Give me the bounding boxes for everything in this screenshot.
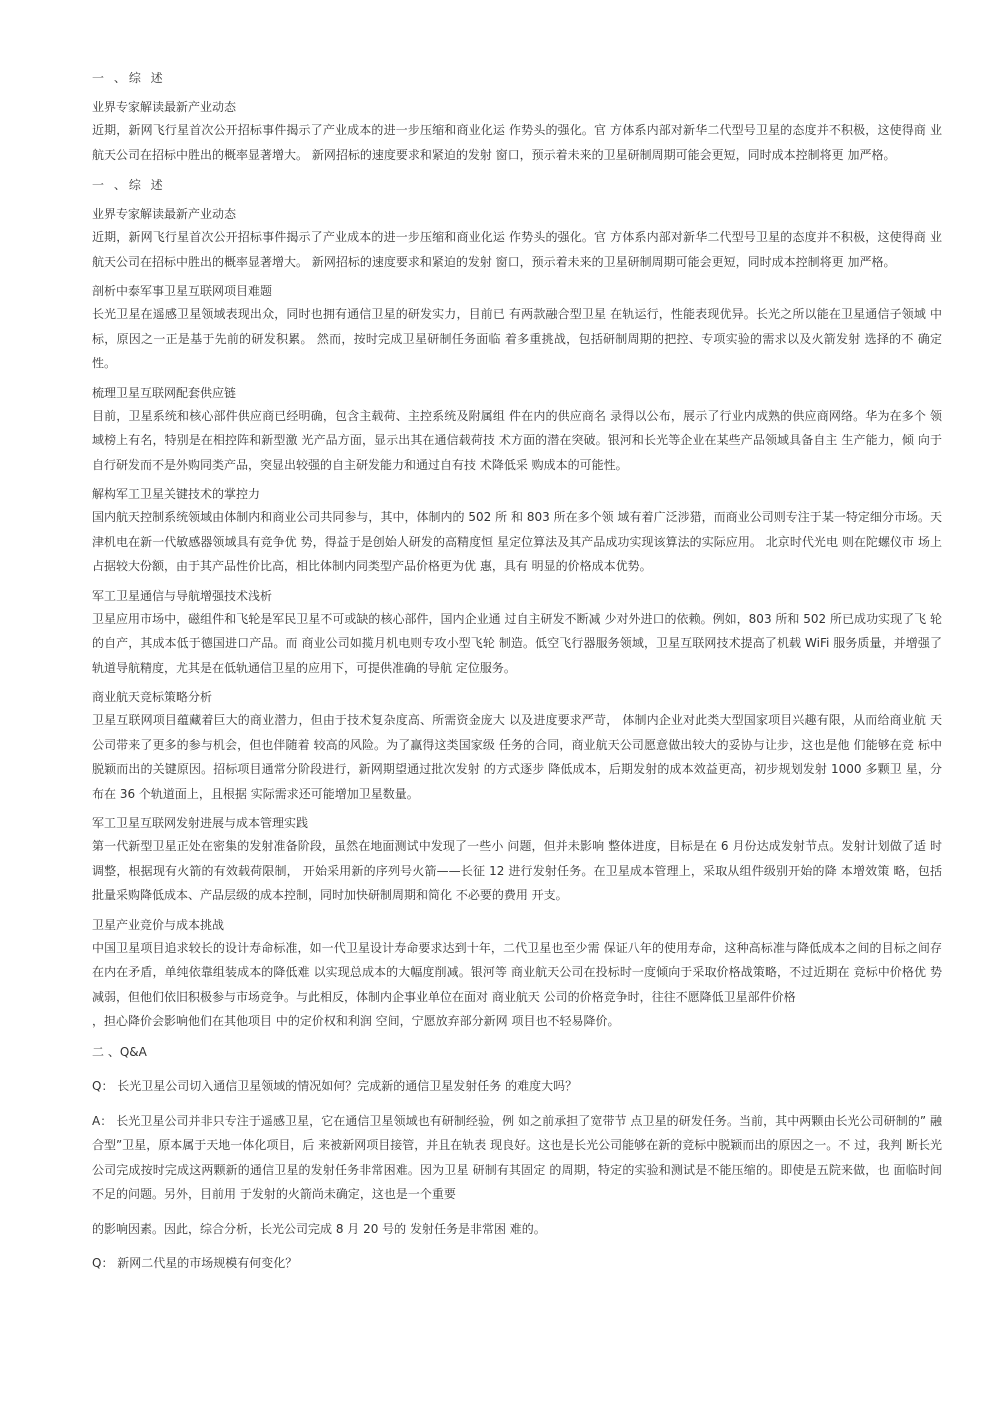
paragraph-project-challenges: 长光卫星在遥感卫星领域表现出众，同时也拥有通信卫星的研发实力，目前已 有两款融合型卫星 在轨运行，性能表现优异。长光之所以能在卫星通信子领域 中标，原因之一正是基于先前的研发积累。 然而，按时完成卫星研制任务面临 着多重挑战，包括研制周期的把控、专项实验的需求以及火箭发射 选择的不 确定性。: [92, 307, 942, 370]
document-page: [92, 66, 942, 1286]
subheading-industry-news-repeat: 业界专家解读最新产业动态: [92, 207, 237, 221]
question-2: Q： 新网二代星的市场规模有何变化？: [92, 1256, 298, 1270]
section-heading-overview-repeat: 一 、综 述: [92, 178, 166, 192]
answer-1: A： 长光卫星公司并非只专注于遥感卫星，它在通信卫星领域也有研制经验，例 如之前承担了宽带节 点卫星的研发任务。当前，其中两颗由长光公司研制的” 融合型”卫星，原本属于天地一体化项目，后 来被新网项目接管，并且在轨表 现良好。这也是长光公司能够在新的竞标中脱颖而出的原因之一。不 过，我判 断长光公司完成按时完成这两颗新的通信卫星的发射任务非常困难。因为卫星 研制有其固定 的周期，特定的实验和测试是不能压缩的。即使是五院来做，也 面临时间不足的问题。另外，目前用 于发射的火箭尚未确定，这也是一个重要: [92, 1113, 942, 1201]
paragraph-pricing-challenges-cont: ，担心降价会影响他们在其他项目 中的定价权和利润 空间，宁愿放弃部分新网 项目也不轻易降价。: [92, 1014, 620, 1028]
subheading-key-tech: 解构军工卫星关键技术的掌控力: [92, 487, 261, 501]
answer-1-cont: 的影响因素。因此，综合分析，长光公司完成 8 月 20 号的 发射任务是非常困 难的。: [92, 1221, 546, 1236]
section-heading-overview: 一 、综 述: [92, 71, 166, 85]
subheading-industry-news: 业界专家解读最新产业动态: [92, 100, 237, 114]
paragraph-pricing-challenges: 中国卫星项目追求较长的设计寿命标准，如一代卫星设计寿命要求达到十年，二代卫星也至少需 保证八年的使用寿命，这种高标准与降低成本之间的目标之间存 在内在矛盾，单纯依靠组装成本的降低难 以实现总成本的大幅度削减。银河等 商业航天公司在投标时一度倾向于采取价格战策略，不过近期在 竞标中价格优 势减弱，但他们依旧积极参与市场竞争。与此相反，体制内企事业单位在面对 商业航天 公司的价格竞争时，往往不愿降低卫星部件价格: [92, 940, 942, 1004]
subheading-pricing-challenges: 卫星产业竞价与成本挑战: [92, 917, 225, 932]
paragraph-overview-repeat: 近期，新网飞行星首次公开招标事件揭示了产业成本的进一步压缩和商业化运 作势头的强化。官 方体系内部对新华二代型号卫星的态度并不积极，这使得商 业航天公司在招标中胜出的概率显著增大。 新网招标的速度要求和紧迫的发射 窗口，预示着未来的卫星研制周期可能会更短，同时成本控制将更 加严格。: [92, 230, 942, 269]
subheading-bidding-strategy: 商业航天竞标策略分析: [92, 690, 213, 704]
paragraph-navigation-tech: 卫星应用市场中，磁组件和飞轮是军民卫星不可或缺的核心部件，国内企业通 过自主研发不断减 少对外进口的依赖。例如，803 所和 502 所已成功实现了飞 轮的自产，其成本低于德国进口产品。而 商业公司如揽月机电则专攻小型飞轮 制造。低空飞行器服务领域，卫星互联网技术提高了机载 WiFi 服务质量，并增强了轨道导航精度，尤其是在低轨通信卫星的应用下，可提供准确的导航 定位服务。: [92, 611, 942, 675]
paragraph-key-tech: 国内航天控制系统领域由体制内和商业公司共同参与，其中，体制内的 502 所 和 803 所在多个领 域有着广泛涉猎，而商业公司则专注于某一特定细分市场。天津机电在新一代敏感器领域具有竞争优 势，得益于是创始人研发的高精度恒 星定位算法及其产品成功实现该算法的实际应用。 北京时代光电 则在陀螺仪市 场上占据较大份额，由于其产品性价比高，相比体制内同类型产品价格更为优 惠，具有 明显的价格成本优势。: [92, 510, 942, 573]
subheading-navigation-tech: 军工卫星通信与导航增强技术浅析: [92, 588, 273, 603]
subheading-supply-chain: 梳理卫星互联网配套供应链: [92, 385, 237, 400]
subheading-project-challenges: 剖析中泰军事卫星互联网项目难题: [92, 284, 273, 298]
paragraph-supply-chain: 目前，卫星系统和核心部件供应商已经明确，包含主载荷、主控系统及附属组 件在内的供应商名 录得以公布，展示了行业内成熟的供应商网络。华为在多个 领域榜上有名，特别是在相控阵和新型激 光产品方面，显示出其在通信载荷技 术方面的潜在突破。银河和长光等企业在某些产品领域具备自主 生产能力，倾 向于自行研发而不是外购同类产品，突显出较强的自主研发能力和通过自有技 术降低采 购成本的可能性。: [92, 408, 942, 472]
paragraph-bidding-strategy: 卫星互联网项目蕴藏着巨大的商业潜力，但由于技术复杂度高、所需资金庞大 以及进度要求严苛， 体制内企业对此类大型国家项目兴趣有限，从而给商业航 天公司带来了更多的参与机会，但也伴随着 较高的风险。为了赢得这类国家级 任务的合同，商业航天公司愿意做出较大的妥协与让步，这也是他 们能够在竞 标中脱颖而出的关键原因。招标项目通常分阶段进行，新网期望通过批次发射 的方式逐步 降低成本，后期发射的成本效益更高，初步规划发射 1000 多颗卫 星，分布在 36 个轨道面上，且根据 实际需求还可能增加卫星数量。: [92, 713, 942, 801]
subheading-launch-progress: 军工卫星互联网发射进展与成本管理实践: [92, 816, 309, 830]
question-1: Q： 长光卫星公司切入通信卫星领域的情况如何？完成新的通信卫星发射任务 的难度大吗？: [92, 1079, 578, 1093]
section-heading-qa: 二 、Q&A: [92, 1044, 147, 1059]
paragraph-launch-progress: 第一代新型卫星正处在密集的发射准备阶段，虽然在地面测试中发现了一些小 问题，但并未影响 整体进度，目标是在 6 月份达成发射节点。发射计划做了适 时调整，根据现有火箭的有效载荷限制， 开始采用新的序列号火箭——长征 12 进行发射任务。在卫星成本管理上，采取从组件级别开始的降 本增效策 略，包括批量采购降低成本、产品层级的成本控制，同时加快研制周期和简化 不必要的费用 开支。: [92, 839, 942, 902]
paragraph-overview: 近期，新网飞行星首次公开招标事件揭示了产业成本的进一步压缩和商业化运 作势头的强化。官 方体系内部对新华二代型号卫星的态度并不积极，这使得商 业航天公司在招标中胜出的概率显著增大。 新网招标的速度要求和紧迫的发射 窗口，预示着未来的卫星研制周期可能会更短，同时成本控制将更 加严格。: [92, 123, 942, 162]
